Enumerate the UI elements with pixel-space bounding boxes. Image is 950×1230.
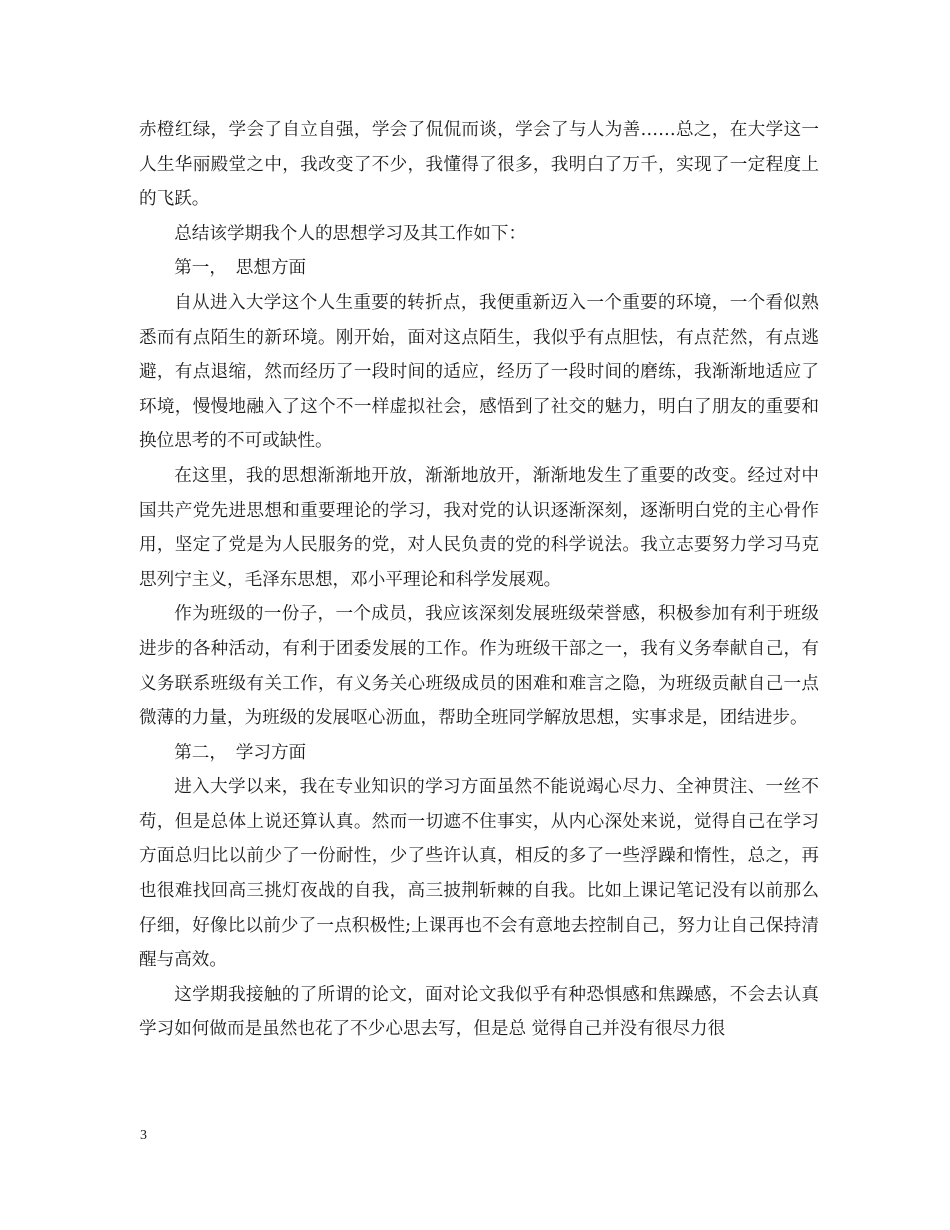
paragraph-thought-1: 自从进入大学这个人生重要的转折点，我便重新迈入一个重要的环境，一个看似熟悉而有点陌生的新环境。刚开始，面对这点陌生，我似乎有点胆怯，有点茫然，有点逃避，有点退缩，然而经历了一段时间的适应，经历了一段时间的磨练，我渐渐地适应了环境，慢慢地融入了这个不一样虚拟社会，感悟到了社交的魅力，明白了朋友的重要和换位思考的不可或缺性。 xyxy=(139,292,819,452)
paragraph-study-2: 这学期我接触的了所谓的论文，面对论文我似乎有种恐惧感和焦躁感，不会去认真学习如何做而是虽然也花了不少心思去写，但是总 觉得自己并没有很尽力很 xyxy=(139,984,819,1040)
paragraph-continuation: 赤橙红绿，学会了自立自强，学会了侃侃而谈，学会了与人为善……总之，在大学这一人生华丽殿堂之中，我改变了不少，我懂得了很多，我明白了万千，实现了一定程度上的飞跃。 xyxy=(139,120,819,210)
document-body xyxy=(139,113,819,1047)
section-heading-study: 第二， 学习方面 xyxy=(174,742,307,763)
page-number: 3 xyxy=(140,1128,147,1143)
paragraph-thought-3: 作为班级的一份子，一个成员，我应该深刻发展班级荣誉感，积极参加有利于班级进步的各种活动，有利于团委发展的工作。作为班级干部之一，我有义务奉献自己，有义务联系班级有关工作，有义务关心班级成员的困难和难言之隐，为班级贡献自己一点微薄的力量，为班级的发展呕心沥血，帮助全班同学解放思想，实事求是，团结进步。 xyxy=(139,604,819,729)
paragraph-summary-intro: 总结该学期我个人的思想学习及其工作如下： xyxy=(174,223,527,244)
paragraph-thought-2: 在这里，我的思想渐渐地开放，渐渐地放开，渐渐地发生了重要的改变。经过对中国共产党先进思想和重要理论的学习，我对党的认识逐渐深刻，逐渐明白党的主心骨作用，坚定了党是为人民服务的党，对人民负责的党的科学说法。我立志要努力学习马克思列宁主义，毛泽东思想，邓小平理论和科学发展观。 xyxy=(139,465,819,590)
section-heading-thought: 第一， 思想方面 xyxy=(174,258,307,279)
paragraph-study-1: 进入大学以来，我在专业知识的学习方面虽然不能说竭心尽力、全神贯注、一丝不苟，但是总体上说还算认真。然而一切遮不住事实，从内心深处来说，觉得自己在学习方面总归比以前少了一份耐性，少了些许认真，相反的多了一些浮躁和惰性，总之，再也很难找回高三挑灯夜战的自我，高三披荆斩棘的自我。比如上课记笔记没有以前那么仔细，好像比以前少了一点积极性;上课再也不会有意地去控制自己，努力让自己保持清醒与高效。 xyxy=(139,777,819,971)
